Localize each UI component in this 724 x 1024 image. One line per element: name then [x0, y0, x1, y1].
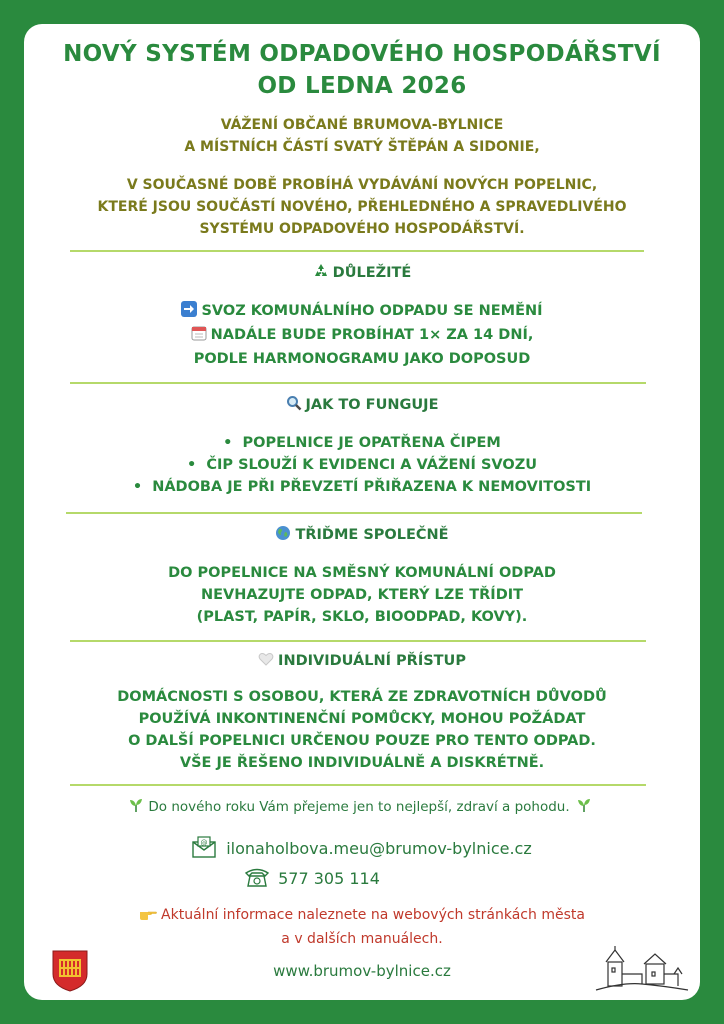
how-list — [24, 432, 700, 498]
sprout-icon — [128, 797, 144, 820]
sort-text: DO POPELNICE NA SMĚSNÝ KOMUNÁLNÍ ODPAD NEVHAZUJTE ODPAD, KTERÝ LZE TŘÍDIT (PLAST, PAPÍR, SKLO, BIOODPAD, KOVY). — [168, 565, 556, 625]
section-heading-sort: TŘIĎME SPOLEČNĚ — [24, 524, 700, 548]
calendar-icon — [191, 325, 207, 348]
envelope-icon — [192, 836, 216, 866]
section-heading-individual: INDIVIDUÁLNÍ PŘÍSTUP — [24, 650, 700, 674]
divider — [70, 640, 646, 642]
poster-card — [24, 24, 700, 1000]
page-title: NOVÝ SYSTÉM ODPADOVÉHO HOSPODÁŘSTVÍ OD LEDNA 2026 — [63, 41, 661, 99]
heart-icon — [258, 651, 274, 674]
info-text: Aktuální informace naleznete na webových stránkách města a v dalších manuálech. — [24, 904, 700, 950]
list-item: • POPELNICE JE OPATŘENA ČIPEM — [223, 435, 501, 451]
recycle-icon — [313, 263, 329, 286]
section-heading-important: DŮLEŽITÉ — [24, 262, 700, 286]
intro-text: V SOUČASNÉ DOBĚ PROBÍHÁ VYDÁVÁNÍ NOVÝCH POPELNIC, KTERÉ JSOU SOUČÁSTÍ NOVÉHO, PŘEHLEDNÉHO A SPRAVEDLIVÉHO SYSTÉMU ODPADOVÉHO HOSPODÁŘSTVÍ. — [97, 177, 627, 237]
magnifier-icon — [286, 395, 302, 418]
phone-row — [0, 866, 650, 896]
divider — [70, 382, 646, 384]
divider — [70, 250, 644, 252]
individual-text: DOMÁCNOSTI S OSOBOU, KTERÁ ZE ZDRAVOTNÍCH DŮVODŮ POUŽÍVÁ INKONTINENČNÍ POMŮCKY, MOHOU POŽÁDAT O DALŠÍ POPELNICI URČENOU POUZE PRO TENTO ODPAD. VŠE JE ŘEŠENO INDIVIDUÁLNĚ A DISKRÉTNĚ. — [117, 689, 607, 771]
right-arrow-icon — [181, 301, 197, 324]
divider — [70, 784, 646, 786]
section-heading-how: JAK TO FUNGUJE — [24, 394, 700, 418]
pointing-hand-icon — [139, 906, 157, 928]
greeting: VÁŽENÍ OBČANÉ BRUMOVA-BYLNICE A MÍSTNÍCH ČÁSTÍ SVATÝ ŠTĚPÁN A SIDONIE, — [184, 117, 540, 155]
email-row — [24, 836, 700, 866]
globe-icon — [275, 525, 291, 548]
list-item: • ČIP SLOUŽÍ K EVIDENCI A VÁŽENÍ SVOZU — [186, 457, 538, 473]
svg-text:@: @ — [200, 839, 208, 847]
website-link[interactable]: www.brumov-bylnice.cz — [273, 962, 451, 980]
sprout-icon — [576, 797, 592, 820]
telephone-icon — [244, 866, 270, 896]
email-link[interactable]: ilonaholbova.meu@brumov-bylnice.cz — [226, 839, 532, 858]
castle-drawing — [594, 944, 690, 998]
coat-of-arms-logo — [52, 950, 88, 996]
phone-number[interactable]: 577 305 114 — [278, 869, 380, 888]
important-text: SVOZ KOMUNÁLNÍHO ODPADU SE NEMĚNÍ NADÁLE BUDE PROBÍHAT 1× ZA 14 DNÍ, PODLE HARMONOGRAMU JAKO DOPOSUD — [24, 300, 700, 370]
list-item: • NÁDOBA JE PŘI PŘEVZETÍ PŘIŘAZENA K NEMOVITOSTI — [132, 479, 592, 495]
new-year-wish: Do nového roku Vám přejeme jen to nejlepší, zdraví a pohodu. — [24, 796, 700, 820]
divider — [66, 512, 642, 514]
